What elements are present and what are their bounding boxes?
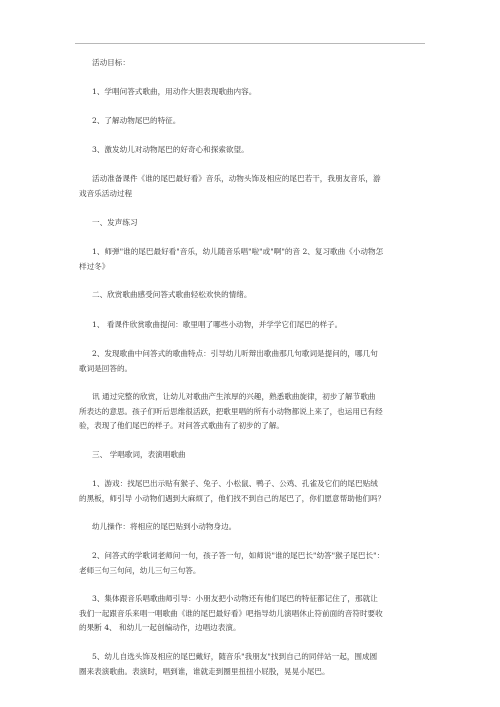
paragraph-preparation bbox=[79, 172, 422, 201]
text-line: 1、游戏：找尾巴出示贴有猴子、兔子、小松鼠、鸭子、公鸡、孔雀及它们的尾巴贴绒 bbox=[92, 479, 378, 488]
paragraph-group-singing bbox=[79, 592, 422, 636]
heading-section-3 bbox=[92, 448, 422, 463]
paragraph-warmup bbox=[79, 245, 422, 274]
text-line: 的果断 4、 和幼儿一起创编动作，边唱边表演。 bbox=[79, 623, 241, 632]
text-line: 2、发现歌曲中问答式的歌曲特点：引导幼儿听辩出歌曲那几句歌词是提问的，哪几句 bbox=[92, 349, 378, 358]
paragraph-performance bbox=[79, 650, 422, 679]
text-line: 2、问答式的学歌词老师问一句，孩子答一句，如师说"谁的尾巴长"幼答"猴子尾巴长"： bbox=[92, 551, 385, 560]
paragraph-goal-3 bbox=[92, 143, 422, 158]
paragraph-qa-lyrics bbox=[79, 549, 422, 578]
heading-section-1 bbox=[92, 216, 422, 231]
text-line: 老师三句三句问，幼儿三句三句答。 bbox=[79, 565, 201, 575]
paragraph-reflection bbox=[79, 390, 422, 434]
paragraph-operation bbox=[92, 520, 422, 535]
text-line: 我们一起跟音乐来唱一唱歌曲《谁的尾巴最好看》吧指导幼儿演唱休止符前面的音符时要收 bbox=[79, 608, 383, 618]
text-line: 3、集体跟音乐唱歌曲师引导：小朋友把小动物还有他们尾巴的特征都记住了，那就让 bbox=[92, 594, 378, 603]
paragraph-goal-1 bbox=[92, 85, 422, 100]
text-line: 的黑板，师引导 小动物们遇到大麻烦了，他们找不到自己的尾巴了，你们愿意帮助他们吗？ bbox=[79, 493, 386, 503]
text-line: 1、师弹"谁的尾巴最好看"音乐，幼儿随音乐唱"啦"或"啊"的音 2、复习歌曲《小动物怎 bbox=[92, 247, 384, 256]
text-line: 二、欣赏歌曲感受问答式歌曲轻松欢快的情绪。 bbox=[92, 290, 252, 299]
text-line: 1、 看课件欣赏歌曲提问：歌里唱了哪些小动物，并学学它们尾巴的样子。 bbox=[92, 320, 343, 329]
paragraph-goals-title bbox=[92, 56, 422, 71]
heading-section-2 bbox=[92, 288, 422, 303]
text-line: 5、幼儿自选头饰及相应的尾巴戴好，随音乐"我朋友"找到自己的同伴站一起，围成圆 bbox=[92, 652, 378, 661]
text-line: 讯 通过完整的欣赏，让幼儿对歌曲产生浓厚的兴趣，熟悉歌曲旋律，初步了解节歌曲 bbox=[92, 392, 376, 401]
text-line: 一、发声练习 bbox=[92, 218, 138, 227]
text-line: 3、激发幼儿对动物尾巴的好奇心和探索欲望。 bbox=[92, 145, 249, 154]
text-line: 活动目标： bbox=[92, 58, 130, 67]
text-line: 1、学唱问答式歌曲，用动作大胆表现歌曲内容。 bbox=[92, 87, 257, 96]
text-line: 圈来表演歌曲。表演时，唱到谁，谁就走到圈里扭扭小屁股，晃晃小尾巴。 bbox=[79, 666, 330, 676]
paragraph-listen bbox=[92, 318, 422, 333]
paragraph-game bbox=[79, 477, 422, 506]
text-line: 歌词是回答的。 bbox=[79, 363, 133, 373]
text-line: 活动准备课件《谁的尾巴最好看》音乐，动物头饰及相应的尾巴若干，我朋友音乐，游 bbox=[92, 174, 381, 183]
header-rule bbox=[75, 43, 425, 44]
text-line: 样过冬》 bbox=[79, 261, 110, 271]
text-line: 戏音乐活动过程 bbox=[79, 188, 133, 198]
text-line: 验，表现了他们尾巴的样子。对问答式歌曲有了初步的了解。 bbox=[79, 421, 285, 430]
paragraph-goal-2 bbox=[92, 114, 422, 129]
text-line: 幼儿操作：将相应的尾巴贴到小动物身边。 bbox=[92, 522, 237, 531]
paragraph-discover bbox=[79, 347, 422, 376]
text-line: 三、 学唱歌词，表演唱歌曲 bbox=[92, 450, 186, 459]
text-line: 2、了解动物尾巴的特征。 bbox=[92, 116, 181, 125]
text-line: 所表达的意思。孩子们听后思维很活跃，把歌里唱的所有小动物都说上来了，也运用已有经 bbox=[79, 406, 383, 416]
